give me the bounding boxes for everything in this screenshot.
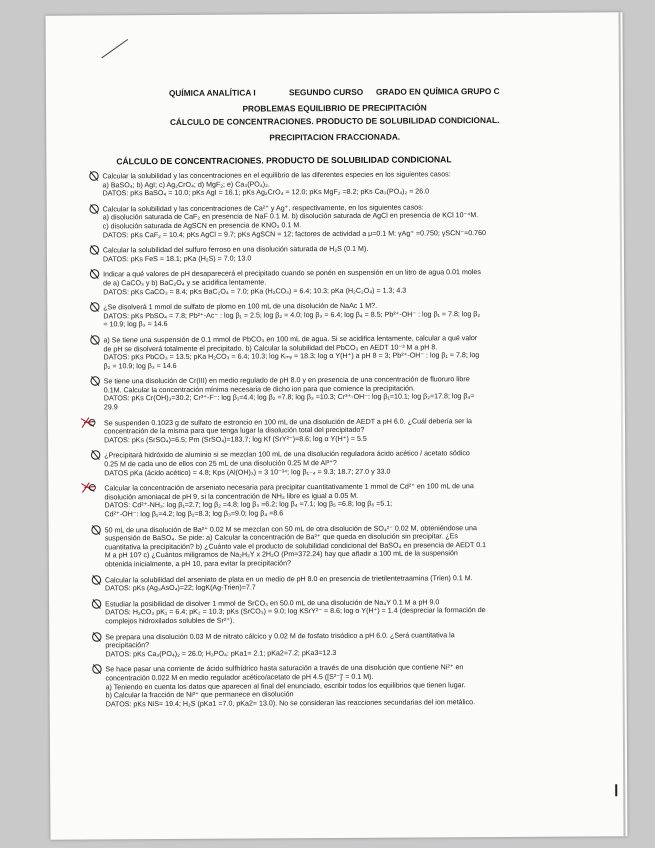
course-name: QUÍMICA ANALÍTICA I — [168, 87, 256, 99]
problem-line: Se suspenden 0.1023 g de sulfato de estroncio en 100 mL de una disolución de AEDT a pH 6.0. ¿Cuál debería ser la — [103, 416, 472, 428]
problem-line: Se prepara una disolución 0.03 M de nitrato cálcico y 0.02 M de fosfato trisódico a pH 6.0. ¿Será cuantitativa la — [105, 630, 455, 641]
problem-line: M a pH 10? c) ¿Cuántos miligramos de Na₂H₂Y x 2H₂O (Pm=372.24) hay que añadir a 100 mL de la suspensión — [104, 549, 458, 560]
problem-line: DATOS: Cd²⁺-NH₃: log β₁=2.7; log β₂ =4.8; log β₃ =6.2; log β₄ =7.1; log β₅ =6.8; log β₆ =5.1; — [104, 500, 393, 510]
problem-item — [104, 449, 594, 478]
problem-line: 29.9 — [103, 403, 118, 412]
problem-line: β₂ = 10.9; log β₃ = 14.6 — [103, 361, 177, 371]
problem-item — [103, 301, 593, 330]
check-mark-icon — [91, 574, 102, 585]
problem-line: Se tiene una disolución de Cr(III) en medio regulado de pH 8.0 y en presencia de una concentración de fluoruro libre — [103, 375, 470, 386]
problem-line: suspensión de BaSO₄. Se pide: a) Calcular la concentración de Ba²⁺ que queda en disolución sin precipitar. ¿Es — [104, 532, 458, 543]
problem-line: a) disolución saturada de CaF₂ en presencia de NaF 0.1 M. b) disolución saturada de AgCl en presencia de KCl 10⁻⁴M. — [102, 211, 479, 222]
problem-line: Calcular la concentración de arseniato necesaria para precipitar cuantitativamente 1 mmol de Cd²⁺ en 100 mL de una — [104, 482, 474, 493]
problem-line: 0.1M. Calcular la concentración mínima necesaria de dicho ion para que comience la precipitación. — [103, 384, 415, 395]
problem-line: de a) CaCO₃ y b) BaC₂O₄ y se acidifica lentamente. — [103, 278, 267, 288]
section-title: CÁLCULO DE CONCENTRACIONES. PRODUCTO DE SOLUBILIDAD CONDICIONAL — [116, 154, 452, 167]
check-mark-icon — [89, 334, 100, 345]
doc-subtitle: CÁLCULO DE CONCENTRACIONES. PRODUCTO DE SOLUBILIDAD CONDICIONAL. — [169, 114, 500, 128]
course-year: SEGUNDO CURSO — [288, 86, 364, 98]
check-mark-icon — [89, 203, 100, 214]
check-mark-icon — [90, 376, 101, 387]
degree-name: GRADO EN QUÍMICA GRUPO C — [375, 85, 500, 97]
problem-item — [104, 375, 594, 412]
check-mark-icon — [88, 170, 99, 181]
problem-line: disolución amoniacal de pH 9, si la concentración de NH₃ libre es igual a 0.05 M. — [104, 491, 359, 502]
page-mark — [615, 784, 617, 796]
check-mark-icon — [90, 450, 101, 461]
star-mark-icon — [80, 481, 96, 495]
problem-line: 0.25 M de cada uno de ellos con 25 mL de una disolución 0.25 M de Al³⁺? — [104, 459, 337, 469]
problem-line: Estudiar la posibilidad de disolver 1 mmol de SrCO₃ en 50.0 mL de una disolución de Na₄Y 0.1 M a pH 9.0 — [105, 598, 440, 609]
problem-item — [103, 333, 593, 370]
problem-item — [102, 169, 592, 198]
problem-list — [102, 169, 595, 715]
problem-line: DATOS pKa (ácido acético) = 4.8; Kps (Al(OH)₃) = 3 10⁻³⁴; log β₁₋₄ = 9.3; 18.7; 27.0 y 33.0 — [104, 467, 391, 478]
problem-item — [103, 268, 593, 297]
doc-subtitle-2: PRECIPITACION FRACCIONADA. — [269, 131, 401, 143]
check-mark-icon — [89, 269, 100, 280]
problem-line: Cd²⁺-OH⁻: log β₁=4.2; log β₂=8.3; log β₃=9.0; log β₄ =8.6 — [104, 509, 284, 519]
problem-line: Indicar a qué valores de pH desaparecerá el precipitado cuando se ponén en suspensión en un litro de agua 0.01 moles — [103, 268, 481, 279]
problem-line: DATOS: pKs (Ag₃AsO₄)=22; logK(Ag-Trien)=7.7 — [104, 583, 256, 593]
problem-line: 50 mL de una disolución de Ba²⁺ 0.02 M se mezclan con 50 mL de otra disolución de SO₄²⁻ 0.02 M, obteniéndose una — [104, 523, 477, 535]
problem-item — [103, 244, 593, 264]
problem-line: Se hace pasar una corriente de ácido sulfhídrico hasta saturación a través de una disolución que contiene Ni²⁺ en — [105, 663, 464, 674]
doc-title: PROBLEMAS EQUILIBRIO DE PRECIPITACIÓN — [242, 102, 427, 114]
problem-line: concentración 0.022 M en medio regulador acético/acetato de pH 4.5 ([S²⁻]' = 0.1 M). — [105, 672, 374, 683]
problem-item — [105, 663, 595, 709]
problem-line: DATOS: pKs CaCO₃ = 8.4; pKs BaC₂O₄ = 7.0; pKa (H₂CO₃) = 6.4; 10.3; pKa (H₂C₂O₄) = 1.3; 4.3 — [103, 286, 407, 296]
problem-line: concentración de la misma para que tenga lugar la disolución total del precipitado? — [104, 426, 365, 436]
check-mark-icon — [91, 524, 102, 535]
problem-line: DATOS: pKs NiS= 19.4; H₂S (pKa1 =7.0, pKa2= 13.0). No se consideran las reacciones secundarias del ion metálico. — [105, 697, 476, 709]
problem-item — [104, 416, 594, 445]
problem-line: c) disolución saturada de AgSCN en presencia de KNO₃ 0.1 M. — [102, 221, 302, 231]
problem-line: a) Se tiene una suspensión de 0.1 mmol de PbCO₃ en 100 mL de agua. Si se acidifica lentamente, calcular a qué valor — [103, 334, 478, 345]
problem-line: a) BaSO₄; b) AgI; c) Ag₂CrO₄; d) MgF₂; e) Ca₃(PO₄)₂. — [102, 179, 270, 190]
problem-line: a) Teniendo en cuenta los datos que aparecen al final del enunciado, escribir todos los equilibrios que tienen lugar. — [105, 680, 466, 691]
problem-line: DATOS: pKs Cr(OH)₃=30.2; Cr³⁺-F⁻: log β₁=4.4; log β₂ =7.8; log β₃ =10.3; Cr³⁺-OH⁻: log β₁=10.1; log β₂=17.8; log β₄= — [103, 392, 475, 403]
check-mark-icon — [91, 631, 102, 642]
document-page — [45, 12, 627, 840]
problem-line: DATOS: pKs (SrSO₄)=6.5; Pm (SrSO₄)=183.7; log Kf (SrY²⁻)=8.6; log α Y(H⁺) = 5.5 — [104, 434, 367, 445]
check-mark-icon — [89, 302, 100, 313]
problem-line: DATOS: pKs BaSO₄ = 10.0; pKs AgI = 16.1; pKs Ag₂CrO₄ = 12.0; pKs MgF₂ =8.2; pKs Ca₃(PO₄)₂ = 26.0 — [102, 187, 430, 198]
header-row — [46, 85, 623, 99]
problem-line: = 10.9; log β₃ = 14.6 — [103, 320, 168, 329]
problem-line: complejos hidroxilados solubles de Sr²⁺). — [105, 616, 235, 626]
problem-item — [105, 630, 595, 659]
problem-line: ¿Precipitará hidróxido de aluminio si se mezclan 100 mL de una disolución reguladora ácido acético / acetato sódico — [104, 449, 470, 460]
problem-line: obtenida inicialmente, a pH 10, para evitar la precipitación? — [104, 559, 291, 569]
problem-line: ¿Se disolverá 1 mmol de sulfato de plomo en 100 mL de una disolución de NaAc 1 M?. — [103, 301, 378, 312]
problem-line: precipitación? — [105, 641, 150, 650]
star-mark-icon — [80, 415, 96, 429]
problem-line: DATOS: pKs Ca₃(PO₄)₂ = 26.0; H₃PO₄: pKa1= 2.1; pKa2=7.2; pKa3=12.3 — [105, 648, 337, 659]
problem-line: DATOS: pKs FeS = 18.1; pKa (H₂S) = 7.0; 13.0 — [102, 254, 252, 264]
problem-line: cuantitativa la precipitación? b) ¿Cuánto vale el producto de solubilidad condicional del BaSO₄ en presencia de AEDT 0.1 — [104, 540, 487, 552]
problem-line: Calcular la solubilidad del sulfuro ferroso en una disolución saturada de H₂S (0.1 M). — [102, 244, 369, 255]
problem-item — [103, 202, 593, 239]
problem-line: de pH se disolverá totalmente el precipitado. b) Calcular la solubilidad del PbCO₃ en AEDT 10⁻³ M a pH 8. — [103, 342, 438, 353]
check-mark-icon — [91, 598, 102, 609]
problem-line: b) Calcular la fracción de Ni²⁺ que permanece en disolución — [105, 690, 294, 700]
problem-item — [105, 573, 595, 593]
problem-line: DATOS: pKs PbSO₄ = 7.8; Pb²⁺-Ac⁻ : log β₁ = 2.5; log β₂ = 4.0; log β₃ = 6.4; log β₄ = 8.5; Pb²⁺-OH⁻ : log β₁ = 7.8; log β₂ — [103, 309, 481, 321]
problem-line: DATOS: pKs CaF₂ = 10.4; pKs AgCl = 9.7; pKs AgSCN = 12; factores de actividad a μ=0.1 M: γAg⁺ =0.750; γSCN⁻=0.760 — [102, 228, 487, 239]
check-mark-icon — [91, 664, 102, 675]
problem-item — [105, 523, 595, 569]
problem-line: Calcular la solubilidad del arseniato de plata en un medio de pH 8.0 en presencia de trietilentetraamina (Trien) 0.1 M. — [104, 573, 473, 584]
problem-item — [104, 482, 594, 519]
problem-line: Calcular la solubilidad y las concentraciones de Ca²⁺ y Ag⁺, respectivamente, en los siguientes casos: — [102, 203, 424, 214]
problem-item — [105, 597, 595, 626]
problem-line: DATOS: H₂CO₃ pK₁ = 6.4; pK₂ = 10.3; pKs (SrCO₃) = 9.0; log KSrY²⁻ = 8.6; log α Y(H⁺) = 1.4 (despreciar la formación de — [105, 606, 486, 617]
problem-line: Calcular la solubilidad y las concentraciones en el equilibrio de las diferentes especies en los siguientes casos: — [102, 170, 451, 181]
pen-mark — [101, 39, 128, 58]
problem-line: DATOS: pKs PbCO₃ = 13.5; pKa H₂CO₃ = 6.4; 10.3; log Kₘᵧ = 18.3; log α Y(H⁺) a pH 8 = 3; Pb²⁺-OH⁻ : log β₁ = 7.8; log — [103, 351, 480, 362]
check-mark-icon — [89, 245, 100, 256]
